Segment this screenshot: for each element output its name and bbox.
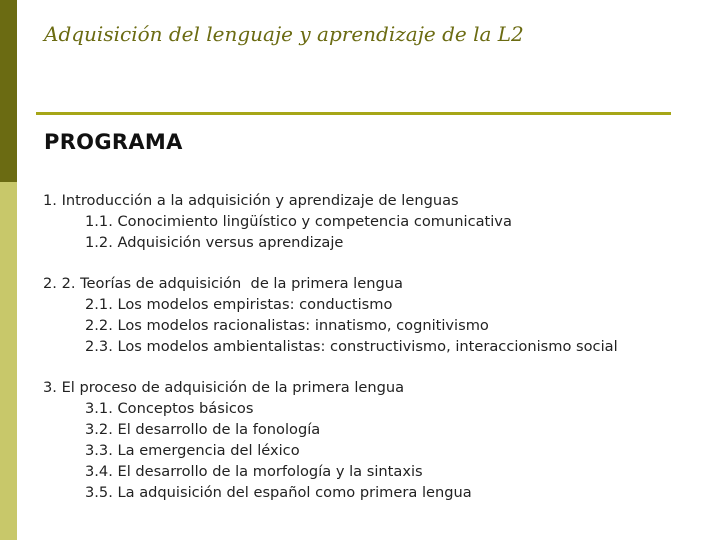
section-item: 1.2. Adquisición versus aprendizaje [85, 234, 344, 251]
title-divider [36, 112, 671, 115]
section-1 [43, 190, 683, 253]
section-item: 3.4. El desarrollo de la morfología y la sintaxis [85, 463, 423, 480]
section-item: 2.3. Los modelos ambientalistas: constructivismo, interaccionismo social [85, 338, 618, 355]
slide-title: Adquisición del lenguaje y aprendizaje de la L2 [44, 22, 524, 46]
section-item: 2.2. Los modelos racionalistas: innatismo, cognitivismo [85, 317, 489, 334]
section-item: 1.1. Conocimiento lingüístico y competencia comunicativa [85, 213, 512, 230]
section-item: 3.2. El desarrollo de la fonología [85, 421, 321, 438]
section-item: 2.1. Los modelos empiristas: conductismo [85, 296, 393, 313]
section-title: 2. 2. Teorías de adquisición de la primera lengua [43, 275, 403, 292]
section-title: 3. El proceso de adquisición de la primera lengua [43, 379, 405, 396]
section-3 [43, 377, 683, 503]
section-item: 3.1. Conceptos básicos [85, 400, 254, 417]
section-title: 1. Introducción a la adquisición y aprendizaje de lenguas [43, 192, 459, 209]
section-item: 3.3. La emergencia del léxico [85, 442, 300, 459]
section-2 [43, 273, 683, 357]
left-accent-bar-bottom [0, 182, 17, 540]
left-accent-bar-top [0, 0, 17, 182]
program-outline [43, 190, 683, 523]
program-heading: PROGRAMA [44, 130, 183, 154]
section-item: 3.5. La adquisición del español como primera lengua [85, 484, 472, 501]
